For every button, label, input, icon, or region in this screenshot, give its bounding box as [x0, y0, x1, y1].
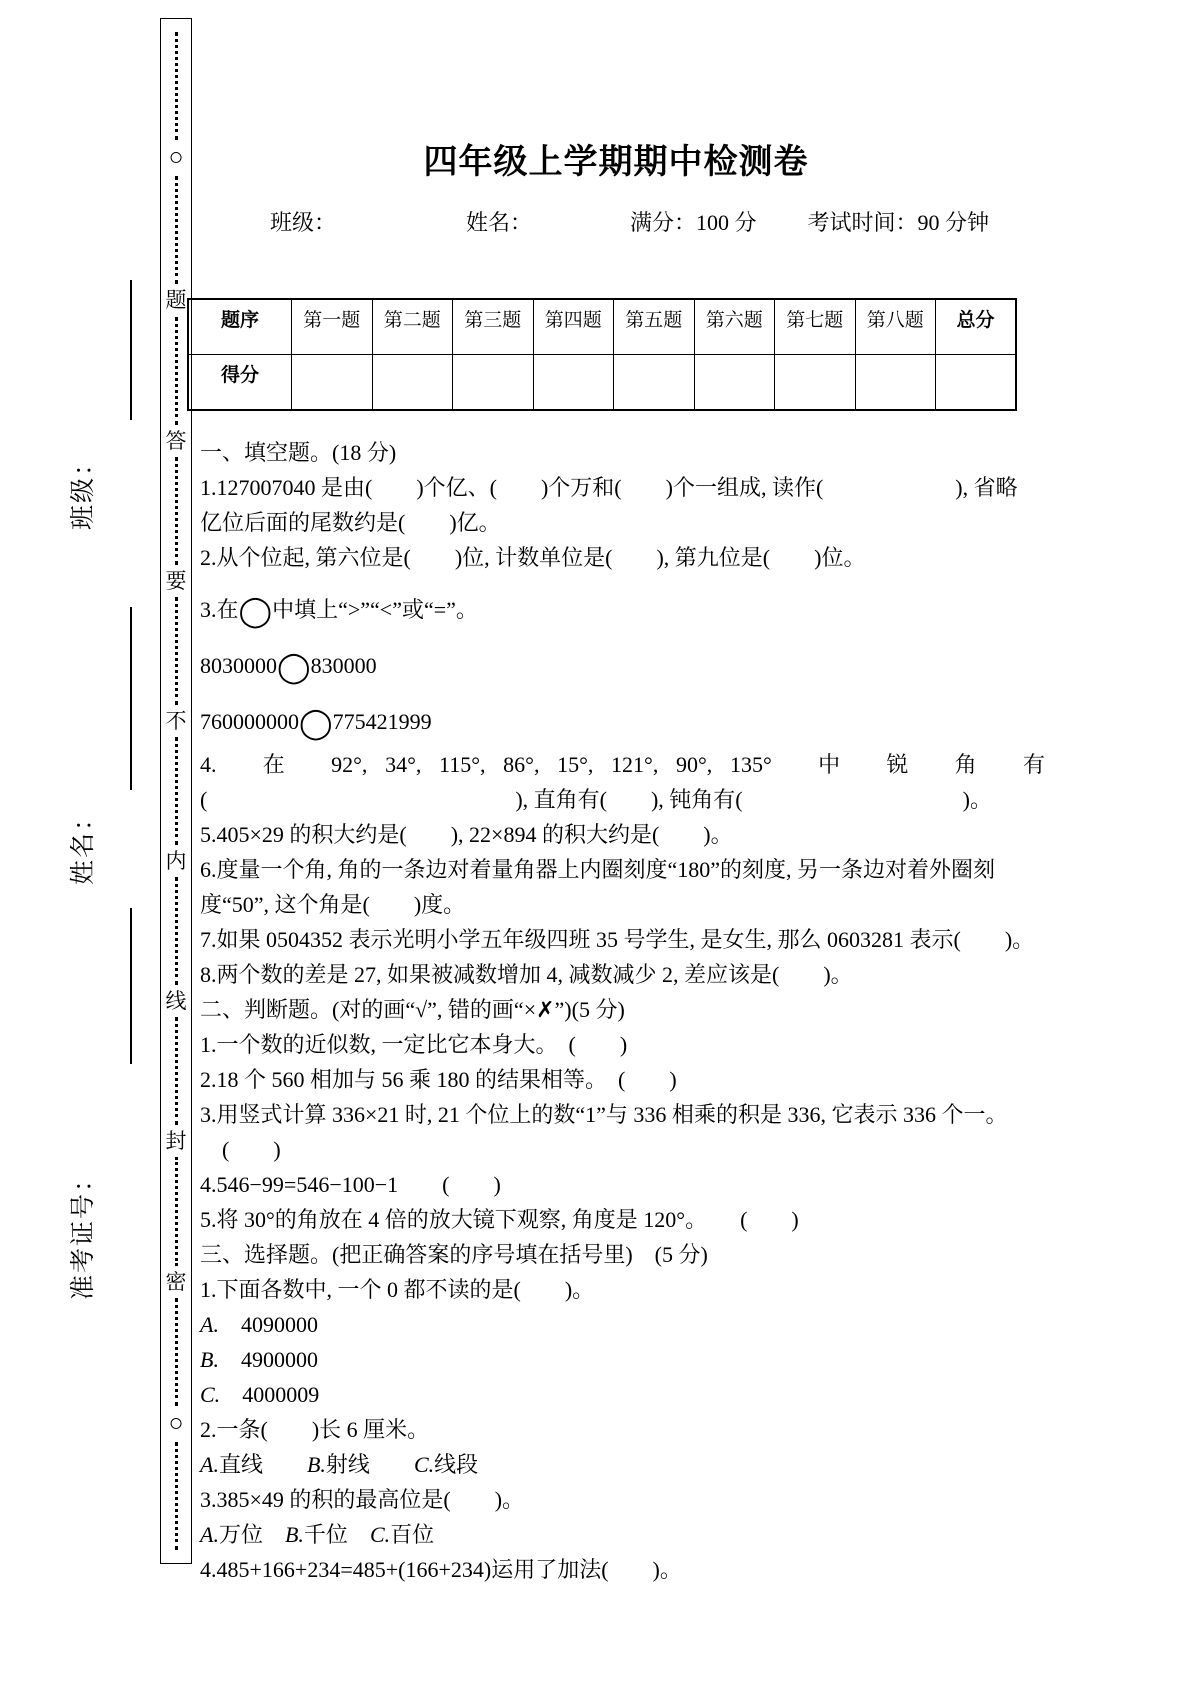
score-cell	[775, 355, 856, 411]
exam-line: 4. 在 92°, 34°, 115°, 86°, 15°, 121°, 90°, 135° 中 锐 角 有	[200, 752, 1045, 777]
score-cell	[936, 355, 1017, 411]
name-label: 姓名：	[70, 803, 97, 885]
seal-char: 答	[165, 428, 187, 453]
class-label: 班级：	[70, 448, 97, 530]
dotted-line-segment	[175, 317, 178, 425]
score-table-header-cell: 第八题	[855, 299, 936, 355]
dotted-line-segment	[175, 597, 178, 705]
compare-circle: ◯	[277, 651, 311, 684]
score-row-label: 得分	[188, 355, 292, 411]
info-item: 满分：100 分	[630, 210, 757, 235]
dotted-line-segment	[175, 1442, 178, 1550]
score-cell	[292, 355, 373, 411]
dotted-line-segment	[175, 877, 178, 985]
info-item: 考试时间：90 分钟	[807, 210, 990, 235]
admission-number-label: 准考证号：	[70, 1164, 97, 1300]
exam-line: A. 4090000	[200, 1312, 318, 1337]
exam-line: 三、选择题。(把正确答案的序号填在括号里) (5 分)	[200, 1242, 708, 1267]
seal-circle: ○	[168, 1409, 184, 1437]
score-cell	[453, 355, 534, 411]
seal-char: 要	[165, 568, 187, 593]
dotted-line-segment	[175, 737, 178, 845]
seal-char: 内	[165, 849, 187, 874]
score-table-header-cell: 第七题	[775, 299, 856, 355]
exam-line: 亿位后面的尾数约是( )亿。	[200, 510, 501, 535]
exam-line: 3.用竖式计算 336×21 时, 21 个位上的数“1”与 336 相乘的积是 336, 它表示 336 个一。	[200, 1102, 1008, 1127]
exam-line: 5.将 30°的角放在 4 倍的放大镜下观察, 角度是 120°。 ( )	[200, 1207, 799, 1232]
exam-line: A.万位 B.千位 C.百位	[200, 1522, 435, 1547]
score-table-header-cell: 第四题	[533, 299, 614, 355]
score-table-header-cell: 第一题	[292, 299, 373, 355]
compare-circle: ◯	[299, 707, 333, 740]
score-cell	[855, 355, 936, 411]
exam-line: A.直线 B.射线 C.线段	[200, 1452, 479, 1477]
seal-circle: ○	[168, 144, 184, 172]
exam-main	[187, 130, 1045, 1587]
score-cell	[694, 355, 775, 411]
seal-char: 密	[165, 1269, 187, 1294]
exam-title: 四年级上学期期中检测卷	[423, 143, 809, 181]
seal-char: 不	[165, 708, 187, 733]
exam-line: 度“50”, 这个角是( )度。	[200, 892, 466, 917]
exam-line: 4.485+166+234=485+(166+234)运用了加法( )。	[200, 1557, 682, 1582]
score-table	[187, 298, 1017, 411]
exam-line: 1.127007040 是由( )个亿、( )个万和( )个一组成, 读作( ), 省略	[200, 475, 1018, 500]
exam-info-row	[187, 208, 1045, 238]
exam-line: 8.两个数的差是 27, 如果被减数增加 4, 减数减少 2, 差应该是( )。	[200, 962, 853, 987]
score-cell	[533, 355, 614, 411]
questions-area	[187, 435, 1045, 1587]
score-table-header-cell: 第二题	[372, 299, 453, 355]
score-table-header-cell: 第五题	[614, 299, 695, 355]
exam-line: ( )	[200, 1137, 281, 1162]
score-table-header-cell: 题序	[188, 299, 292, 355]
dotted-line-segment	[175, 176, 178, 284]
dotted-line-segment	[175, 32, 178, 140]
score-cell	[372, 355, 453, 411]
score-cell	[614, 355, 695, 411]
exam-line: 2.18 个 560 相加与 56 乘 180 的结果相等。 ( )	[200, 1067, 677, 1092]
score-table-header-cell: 第六题	[694, 299, 775, 355]
exam-line: 1.一个数的近似数, 一定比它本身大。 ( )	[200, 1032, 628, 1057]
exam-line: B. 4900000	[200, 1347, 318, 1372]
exam-line: ( ), 直角有( ), 钝角有( )。	[200, 787, 992, 812]
score-table-header-cell: 总分	[936, 299, 1017, 355]
compare-circle: ◯	[238, 595, 273, 628]
exam-line: 6.度量一个角, 角的一条边对着量角器上内圈刻度“180”的刻度, 另一条边对着外圈刻	[200, 857, 996, 882]
class-blank-line	[130, 280, 132, 420]
exam-line: 二、判断题。(对的画“√”, 错的画“×✗”)(5 分)	[200, 997, 625, 1022]
dotted-line-segment	[175, 1017, 178, 1125]
exam-line: 4.546−99=546−100−1 ( )	[200, 1172, 501, 1197]
dotted-line-segment	[175, 457, 178, 565]
exam-line: 7.如果 0504352 表示光明小学五年级四班 35 号学生, 是女生, 那么 0603281 表示( )。	[200, 927, 1035, 952]
exam-line: 760000000◯775421999	[200, 707, 432, 740]
exam-line: 3.在◯中填上“>”“<”或“=”。	[200, 595, 478, 628]
exam-line: 1.下面各数中, 一个 0 都不读的是( )。	[200, 1277, 595, 1302]
score-table-header-cell: 第三题	[453, 299, 534, 355]
seal-char: 线	[165, 989, 187, 1014]
dotted-line-segment	[175, 1298, 178, 1406]
info-item: 姓名：	[466, 210, 533, 235]
exam-line: 2.从个位起, 第六位是( )位, 计数单位是( ), 第九位是( )位。	[200, 545, 866, 570]
exam-line: 8030000◯830000	[200, 651, 377, 684]
exam-line: 2.一条( )长 6 厘米。	[200, 1417, 430, 1442]
info-item: 班级：	[270, 210, 337, 235]
exam-line: C. 4000009	[200, 1382, 320, 1407]
exam-line: 3.385×49 的积的最高位是( )。	[200, 1487, 525, 1512]
dotted-line-segment	[175, 1157, 178, 1265]
seal-char: 封	[165, 1129, 187, 1154]
exam-line: 5.405×29 的积大约是( ), 22×894 的积大约是( )。	[200, 822, 733, 847]
admission-number-blank-line	[130, 908, 132, 1064]
name-blank-line	[130, 607, 132, 790]
seal-char: 题	[165, 288, 187, 313]
exam-line: 一、填空题。(18 分)	[200, 440, 397, 465]
